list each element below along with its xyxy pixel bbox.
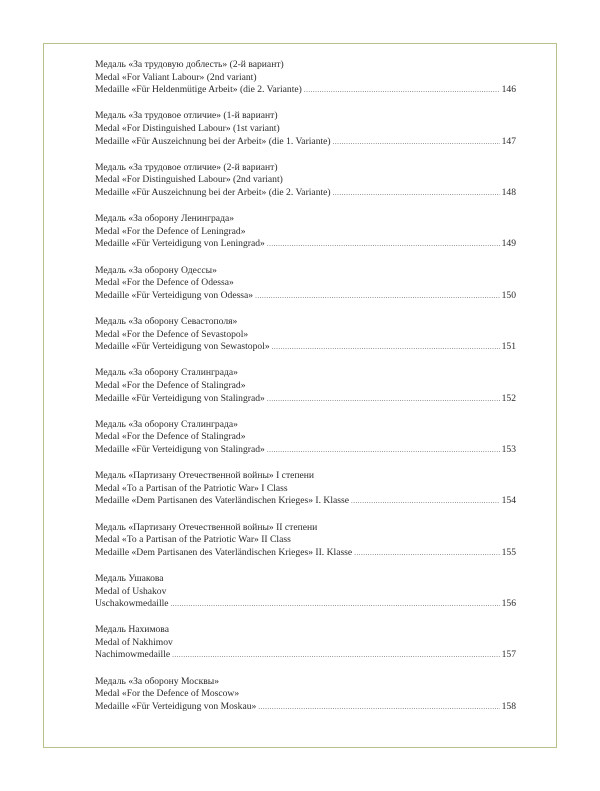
toc-entry[interactable]: [95, 624, 516, 675]
toc-entry[interactable]: [95, 676, 516, 727]
dot-leader: [171, 598, 500, 611]
toc-entry-title-en: Medal «To a Partisan of the Patriotic War» II Class: [95, 534, 291, 546]
toc-entry-title-de: Medaille «Für Auszeichnung bei der Arbeit» (die 2. Variante): [95, 186, 331, 198]
toc-entry-title-en: Medal «For the Defence of Odessa»: [95, 277, 234, 289]
dot-leader: [267, 238, 500, 251]
toc-entry-title-de: Medaille «Dem Partisanen des Vaterländischen Krieges» I. Klasse: [95, 495, 349, 507]
toc-entry-title-ru: Медаль «За трудовое отличие» (2-й вариант): [95, 161, 278, 173]
toc-entry[interactable]: [95, 573, 516, 624]
toc-entry-title-ru: Медаль Ушакова: [95, 572, 164, 584]
toc-entry-title-de: Medaille «Dem Partisanen des Vaterländischen Krieges» II. Klasse: [95, 546, 353, 558]
toc-entry-page-number[interactable]: 154: [501, 495, 516, 507]
toc-entry-page-number[interactable]: 148: [501, 186, 516, 198]
dot-leader: [333, 187, 500, 200]
toc-entry-page-number[interactable]: 147: [501, 135, 516, 147]
toc-entry[interactable]: [95, 265, 516, 316]
toc-entry[interactable]: [95, 470, 516, 521]
toc-entry-title-en: Medal «To a Partisan of the Patriotic War» I Class: [95, 482, 288, 494]
toc-entry-title-ru: Медаль «За оборону Сталинграда»: [95, 367, 238, 379]
table-of-contents: [95, 59, 516, 727]
toc-entry-page-number[interactable]: 158: [501, 700, 516, 712]
toc-entry[interactable]: [95, 110, 516, 161]
toc-entry-title-ru: Медаль «За оборону Москвы»: [95, 675, 219, 687]
toc-entry-title-en: Medal «For Valiant Labour» (2nd variant): [95, 71, 257, 83]
toc-entry-title-ru: Медаль «Партизану Отечественной войны» II степени: [95, 521, 318, 533]
toc-entry-title-ru: Медаль «За трудовую доблесть» (2-й вариант): [95, 59, 284, 70]
toc-entry-title-en: Medal «For the Defence of Moscow»: [95, 688, 240, 700]
toc-entry[interactable]: [95, 367, 516, 418]
toc-entry-title-ru: Медаль «За оборону Одессы»: [95, 264, 217, 276]
dot-leader: [272, 341, 500, 354]
toc-entry-title-ru: Медаль Нахимова: [95, 624, 169, 636]
toc-entry-title-de: Medaille «Für Verteidigung von Stalingrad»: [95, 392, 265, 404]
toc-entry[interactable]: [95, 59, 516, 110]
toc-entry-title-ru: Медаль «За трудовое отличие» (1-й вариант): [95, 110, 278, 122]
toc-entry-page-number[interactable]: 157: [501, 649, 516, 661]
dot-leader: [354, 547, 499, 560]
toc-entry-title-de: Medaille «Für Verteidigung von Moskau»: [95, 700, 257, 712]
toc-entry-title-de: Nachimowmedaille: [95, 649, 171, 661]
toc-entry[interactable]: [95, 162, 516, 213]
toc-entry-page-number[interactable]: 155: [501, 546, 516, 558]
toc-entry-title-ru: Медаль «За оборону Севастополя»: [95, 315, 238, 327]
dot-leader: [304, 84, 500, 97]
toc-entry-page-number[interactable]: 156: [501, 598, 516, 610]
toc-entry-title-en: Medal «For the Defence of Leningrad»: [95, 225, 246, 237]
toc-entry-title-de: Medaille «Für Verteidigung von Sewastopol»: [95, 341, 270, 353]
toc-entry-page-number[interactable]: 146: [501, 84, 516, 96]
toc-entry-title-ru: Медаль «За оборону Ленинграда»: [95, 213, 235, 225]
toc-entry-title-en: Medal «For the Defence of Stalingrad»: [95, 431, 246, 443]
toc-entry-title-de: Uschakowmedaille: [95, 598, 169, 610]
dot-leader: [255, 290, 500, 303]
toc-entry-title-de: Medaille «Für Heldenmütige Arbeit» (die 2. Variante): [95, 84, 302, 96]
toc-entry-title-de: Medaille «Für Verteidigung von Leningrad»: [95, 238, 265, 250]
toc-entry-title-en: Medal «For Distinguished Labour» (2nd variant): [95, 174, 283, 186]
toc-entry-page-number[interactable]: 151: [501, 341, 516, 353]
toc-entry[interactable]: [95, 419, 516, 470]
dot-leader: [172, 649, 499, 662]
toc-entry[interactable]: [95, 213, 516, 264]
toc-entry-title-en: Medal of Ushakov: [95, 585, 167, 597]
toc-entry-title-de: Medaille «Für Auszeichnung bei der Arbeit» (die 1. Variante): [95, 135, 331, 147]
toc-entry-page-number[interactable]: 150: [501, 289, 516, 301]
toc-entry-title-en: Medal «For the Defence of Sevastopol»: [95, 328, 249, 340]
toc-entry-title-en: Medal «For the Defence of Stalingrad»: [95, 379, 246, 391]
toc-entry-title-ru: Медаль «Партизану Отечественной войны» I степени: [95, 470, 315, 482]
toc-entry-title-en: Medal of Nakhimov: [95, 636, 173, 648]
toc-entry[interactable]: [95, 316, 516, 367]
toc-entry-page-number[interactable]: 152: [501, 392, 516, 404]
toc-entry[interactable]: [95, 522, 516, 573]
toc-entry-title-de: Medaille «Für Verteidigung von Odessa»: [95, 289, 254, 301]
toc-entry-title-en: Medal «For Distinguished Labour» (1st variant): [95, 122, 280, 134]
dot-leader: [258, 701, 499, 714]
dot-leader: [351, 495, 500, 508]
dot-leader: [267, 444, 500, 457]
toc-entry-title-de: Medaille «Für Verteidigung von Stalingrad»: [95, 443, 265, 455]
toc-entry-title-ru: Медаль «За оборону Сталинграда»: [95, 418, 238, 430]
toc-entry-page-number[interactable]: 153: [501, 443, 516, 455]
dot-leader: [333, 136, 500, 149]
dot-leader: [267, 393, 500, 406]
toc-entry-page-number[interactable]: 149: [501, 238, 516, 250]
